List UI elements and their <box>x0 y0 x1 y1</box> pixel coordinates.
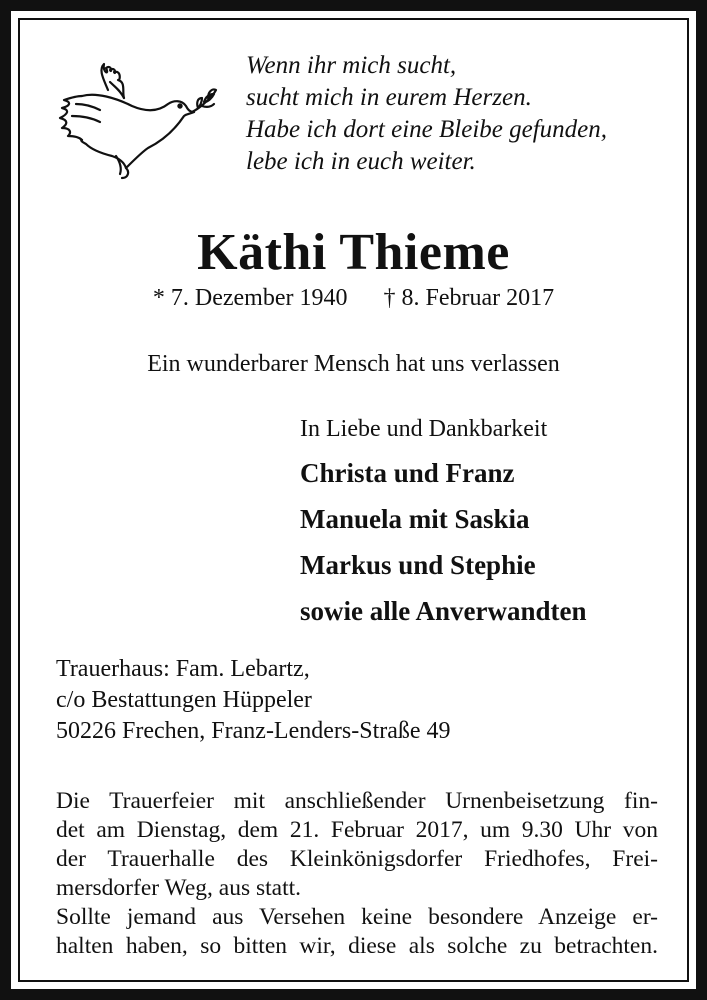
poem <box>246 50 607 178</box>
signers-block <box>300 414 587 634</box>
life-dates <box>0 283 707 313</box>
poem-line: lebe ich in euch weiter. <box>246 148 476 175</box>
poem-line: sucht mich in eurem Herzen. <box>246 84 532 111</box>
notice-line: mersdorfer Weg, aus statt. <box>56 875 302 901</box>
signers-intro: In Liebe und Dankbarkeit <box>300 416 548 442</box>
notice-line: halten haben, so bitten wir, diese als solche zu betrachten. <box>56 933 658 959</box>
death-date: † 8. Februar 2017 <box>383 285 555 311</box>
notice-line: der Trauerhalle des Kleinkönigsdorfer Friedhofes, Frei- <box>56 846 658 872</box>
birth-date: * 7. Dezember 1940 <box>152 285 348 311</box>
notice-line: Sollte jemand aus Versehen keine besondere Anzeige er- <box>56 904 658 930</box>
address-line: Trauerhaus: Fam. Lebartz, <box>56 656 310 682</box>
tagline: Ein wunderbarer Mensch hat uns verlassen <box>147 351 560 377</box>
signer-name: Christa und Franz <box>300 458 515 488</box>
dove-with-olive-branch-icon <box>46 52 226 182</box>
poem-line: Wenn ihr mich sucht, <box>246 52 457 79</box>
mourning-house-address <box>56 654 451 747</box>
notice-line: det am Dienstag, dem 21. Februar 2017, um 9.30 Uhr von <box>56 817 658 843</box>
address-line: 50226 Frechen, Franz-Lenders-Straße 49 <box>56 718 451 744</box>
poem-line: Habe ich dort eine Bleibe gefunden, <box>246 116 607 143</box>
signer-name: Markus und Stephie <box>300 550 536 580</box>
notice-line: Die Trauerfeier mit anschließender Urnenbeisetzung fin- <box>56 788 658 814</box>
address-line: c/o Bestattungen Hüppeler <box>56 687 312 713</box>
deceased-name: Käthi Thieme <box>197 224 510 281</box>
signer-name: Manuela mit Saskia <box>300 504 530 534</box>
funeral-notice <box>56 787 658 961</box>
signer-name: sowie alle Anverwandten <box>300 596 587 626</box>
